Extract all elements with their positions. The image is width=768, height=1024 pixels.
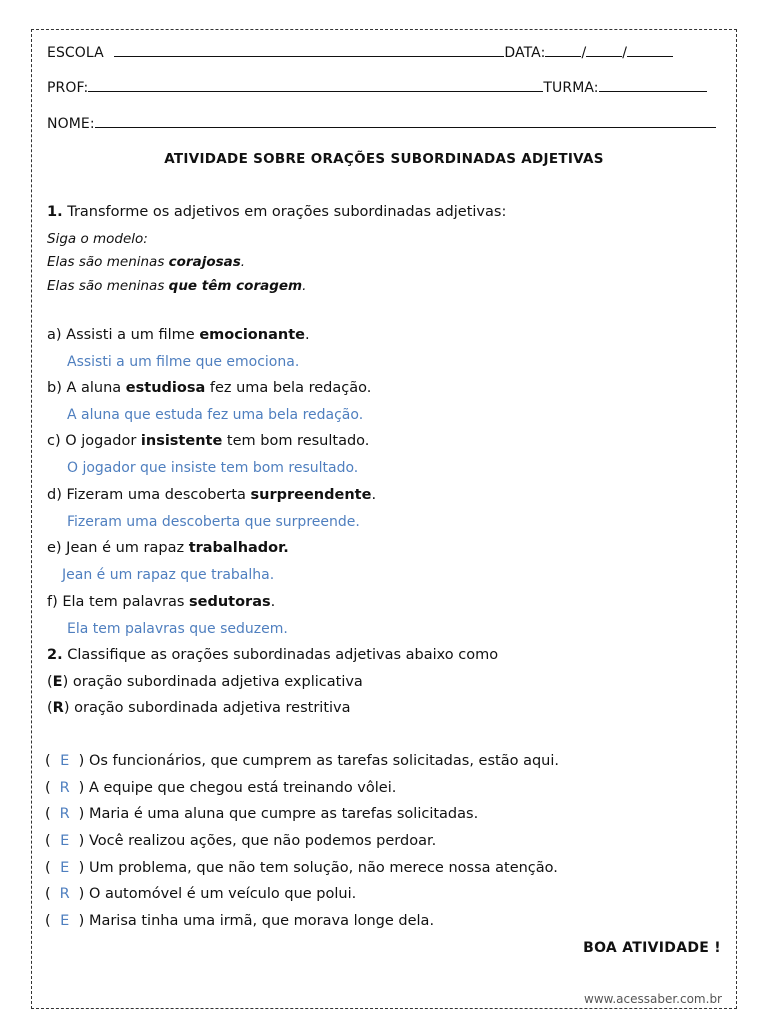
q2-item <box>45 886 356 902</box>
item-text: tem bom resultado. <box>222 433 370 449</box>
answer-mark[interactable]: R <box>59 886 70 902</box>
q2-item <box>45 806 478 822</box>
q1-number: 1. <box>47 204 63 220</box>
item-bold: emocionante <box>199 327 305 343</box>
q1-answer: A aluna que estuda fez uma bela redação. <box>67 407 364 423</box>
answer-mark[interactable]: E <box>60 753 70 769</box>
item-bold: surpreendente <box>250 487 372 503</box>
model-bold: que têm coragem <box>168 278 303 294</box>
closing-message: BOA ATIVIDADE ! <box>583 940 721 956</box>
school-label: ESCOLA <box>47 45 104 61</box>
date-year-field[interactable] <box>627 44 673 57</box>
paren: ( <box>45 780 51 796</box>
item-text: ) Um problema, que não tem solução, não merece nossa atenção. <box>78 860 558 876</box>
model-text: . <box>240 254 246 270</box>
answer-mark[interactable]: E <box>60 833 70 849</box>
paren: ( <box>45 860 51 876</box>
footer-url[interactable]: www.acessaber.com.br <box>584 992 722 1006</box>
date-separator: / <box>622 45 628 61</box>
item-text: b) A aluna <box>47 380 126 396</box>
item-text: a) Assisti a um filme <box>47 327 200 343</box>
item-text: ) Você realizou ações, que não podemos perdoar. <box>78 833 437 849</box>
q1-item <box>47 327 310 343</box>
item-bold: insistente <box>140 433 223 449</box>
answer-mark[interactable]: E <box>60 913 70 929</box>
item-text: d) Fizeram uma descoberta <box>47 487 251 503</box>
item-text: ) Marisa tinha uma irmã, que morava longe dela. <box>78 913 435 929</box>
paren: ( <box>45 806 51 822</box>
item-bold: trabalhador. <box>188 540 289 556</box>
item-bold: sedutoras <box>189 594 271 610</box>
q1-item <box>47 487 376 503</box>
item-text: ) Maria é uma aluna que cumpre as tarefas solicitadas. <box>78 806 479 822</box>
item-text: ) O automóvel é um veículo que polui. <box>78 886 357 902</box>
q1-text: Transforme os adjetivos em orações subordinadas adjetivas: <box>67 204 507 220</box>
item-text: c) O jogador <box>47 433 141 449</box>
q2-item <box>45 860 558 876</box>
option-letter: R <box>52 700 64 716</box>
item-text: f) Ela tem palavras <box>47 594 189 610</box>
q2-item <box>45 833 436 849</box>
item-bold: estudiosa <box>125 380 206 396</box>
q1-prompt <box>47 204 506 220</box>
item-text: ) A equipe que chegou está treinando vôlei. <box>78 780 397 796</box>
date-label: DATA: <box>504 45 546 61</box>
name-field[interactable] <box>95 115 716 128</box>
q2-text: Classifique as orações subordinadas adjetivas abaixo como <box>67 647 499 663</box>
answer-mark[interactable]: R <box>59 780 70 796</box>
date-separator: / <box>581 45 587 61</box>
item-text: ) Os funcionários, que cumprem as tarefas solicitadas, estão aqui. <box>78 753 559 769</box>
q1-item <box>47 380 371 396</box>
option-restritiva <box>47 700 351 716</box>
option-text: ) oração subordinada adjetiva explicativa <box>62 674 363 690</box>
q1-item <box>47 540 289 556</box>
q1-answer: Ela tem palavras que seduzem. <box>67 621 288 637</box>
teacher-field[interactable] <box>88 79 543 92</box>
option-explicativa <box>47 674 363 690</box>
paren: ( <box>45 913 51 929</box>
teacher-row <box>47 79 707 96</box>
item-text: . <box>270 594 276 610</box>
class-field[interactable] <box>599 79 707 92</box>
name-row <box>47 115 716 132</box>
q2-prompt <box>47 647 498 663</box>
q1-answer: Assisti a um filme que emociona. <box>67 354 300 370</box>
option-text: ) oração subordinada adjetiva restritiva <box>63 700 351 716</box>
answer-mark[interactable]: R <box>59 806 70 822</box>
name-label: NOME: <box>47 116 95 132</box>
q2-number: 2. <box>47 647 63 663</box>
teacher-label: PROF: <box>47 80 89 96</box>
answer-mark[interactable]: E <box>60 860 70 876</box>
paren: ( <box>45 833 51 849</box>
paren: ( <box>45 753 51 769</box>
q1-answer: Fizeram uma descoberta que surpreende. <box>67 514 360 530</box>
model-text: Elas são meninas <box>47 254 169 270</box>
date-day-field[interactable] <box>545 44 581 57</box>
class-label: TURMA: <box>543 80 599 96</box>
paren: ( <box>45 886 51 902</box>
model-label: Siga o modelo: <box>47 231 148 247</box>
page-title: ATIVIDADE SOBRE ORAÇÕES SUBORDINADAS ADJETIVAS <box>164 151 604 167</box>
q1-item <box>47 433 369 449</box>
q2-item <box>45 780 396 796</box>
q1-answer: O jogador que insiste tem bom resultado. <box>67 460 359 476</box>
item-text: fez uma bela redação. <box>205 380 372 396</box>
paren: ( <box>47 674 53 690</box>
school-row <box>47 44 673 61</box>
paren: ( <box>47 700 53 716</box>
model-line-2 <box>47 278 306 294</box>
q1-item <box>47 594 275 610</box>
item-text: e) Jean é um rapaz <box>47 540 189 556</box>
model-bold: corajosas <box>168 254 241 270</box>
q1-answer: Jean é um rapaz que trabalha. <box>62 567 275 583</box>
date-month-field[interactable] <box>586 44 622 57</box>
item-text: . <box>304 327 310 343</box>
item-text: . <box>371 487 377 503</box>
q2-item <box>45 753 559 769</box>
q2-item <box>45 913 434 929</box>
model-text: Elas são meninas <box>47 278 169 294</box>
school-field[interactable] <box>114 44 504 57</box>
model-text: . <box>302 278 307 294</box>
option-letter: E <box>52 674 63 690</box>
model-line-1 <box>47 254 245 270</box>
